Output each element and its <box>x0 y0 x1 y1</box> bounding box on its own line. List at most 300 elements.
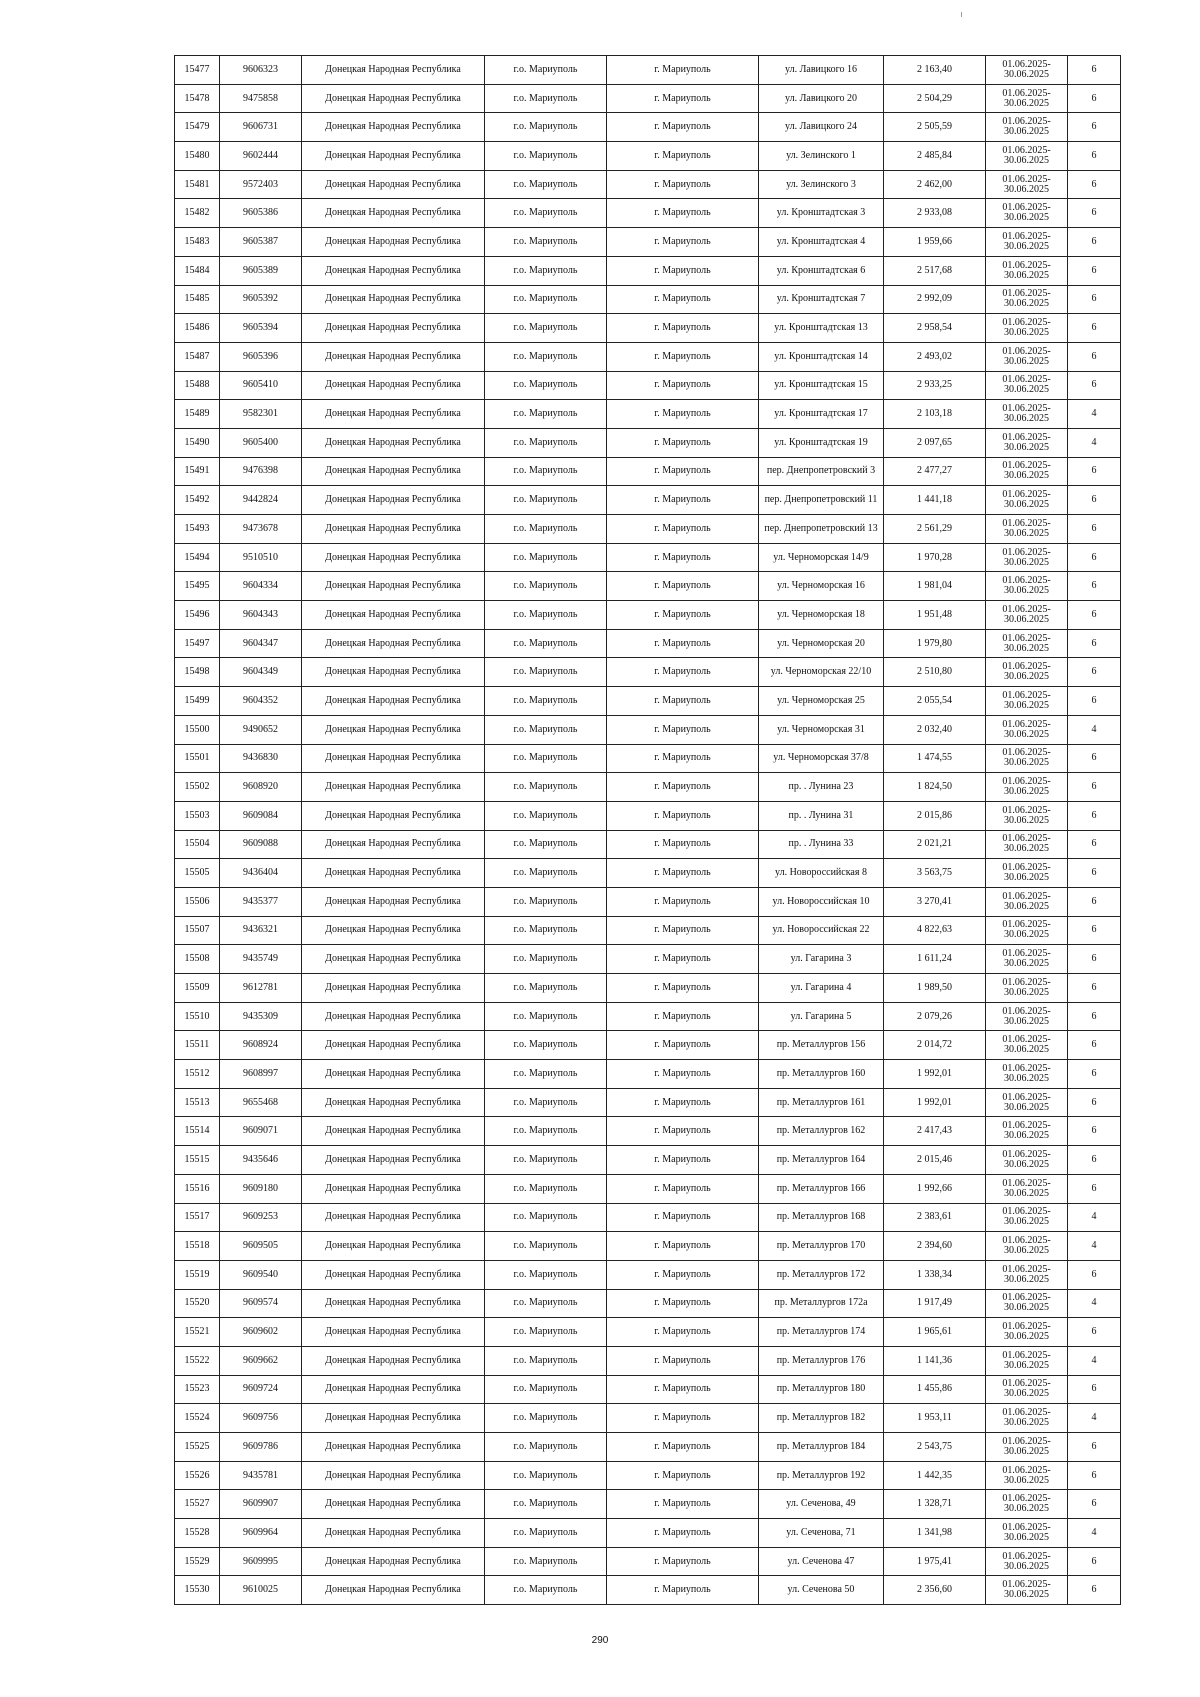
row-number: 15487 <box>175 342 220 371</box>
table-row <box>175 314 1121 343</box>
district-cell: г.о. Мариуполь <box>485 142 607 171</box>
address-cell: пр. Металлургов 182 <box>759 1404 884 1433</box>
city-cell: г. Мариуполь <box>607 1174 759 1203</box>
period-cell: 01.06.2025-30.06.2025 <box>986 1232 1068 1261</box>
value-cell: 6 <box>1068 572 1121 601</box>
table-row <box>175 113 1121 142</box>
area-cell: 1 970,28 <box>884 543 986 572</box>
city-cell: г. Мариуполь <box>607 285 759 314</box>
region-cell: Донецкая Народная Республика <box>302 84 485 113</box>
city-cell: г. Мариуполь <box>607 1146 759 1175</box>
table-row <box>175 1088 1121 1117</box>
row-number: 15527 <box>175 1490 220 1519</box>
address-cell: ул. Лавицкого 20 <box>759 84 884 113</box>
address-cell: ул. Черноморская 31 <box>759 715 884 744</box>
district-cell: г.о. Мариуполь <box>485 1060 607 1089</box>
area-cell: 1 959,66 <box>884 228 986 257</box>
object-code: 9609602 <box>220 1318 302 1347</box>
value-cell: 6 <box>1068 1031 1121 1060</box>
value-cell: 6 <box>1068 801 1121 830</box>
area-cell: 2 356,60 <box>884 1576 986 1605</box>
area-cell: 2 021,21 <box>884 830 986 859</box>
table-row <box>175 371 1121 400</box>
value-cell: 6 <box>1068 371 1121 400</box>
row-number: 15501 <box>175 744 220 773</box>
district-cell: г.о. Мариуполь <box>485 1461 607 1490</box>
object-code: 9605394 <box>220 314 302 343</box>
address-cell: пр. Металлургов 184 <box>759 1433 884 1462</box>
period-cell: 01.06.2025-30.06.2025 <box>986 1346 1068 1375</box>
address-cell: ул. Кронштадтская 13 <box>759 314 884 343</box>
value-cell: 6 <box>1068 773 1121 802</box>
district-cell: г.о. Мариуполь <box>485 170 607 199</box>
object-code: 9435749 <box>220 945 302 974</box>
city-cell: г. Мариуполь <box>607 715 759 744</box>
object-code: 9435309 <box>220 1002 302 1031</box>
city-cell: г. Мариуполь <box>607 830 759 859</box>
period-cell: 01.06.2025-30.06.2025 <box>986 1318 1068 1347</box>
area-cell: 1 981,04 <box>884 572 986 601</box>
area-cell: 2 504,29 <box>884 84 986 113</box>
row-number: 15513 <box>175 1088 220 1117</box>
region-cell: Донецкая Народная Республика <box>302 974 485 1003</box>
period-cell: 01.06.2025-30.06.2025 <box>986 428 1068 457</box>
district-cell: г.о. Мариуполь <box>485 486 607 515</box>
region-cell: Донецкая Народная Республика <box>302 1060 485 1089</box>
city-cell: г. Мариуполь <box>607 859 759 888</box>
area-cell: 2 462,00 <box>884 170 986 199</box>
address-cell: пр. . Лунина 31 <box>759 801 884 830</box>
period-cell: 01.06.2025-30.06.2025 <box>986 687 1068 716</box>
area-cell: 4 822,63 <box>884 916 986 945</box>
address-cell: ул. Зелинского 3 <box>759 170 884 199</box>
area-cell: 1 474,55 <box>884 744 986 773</box>
address-cell: ул. Черноморская 22/10 <box>759 658 884 687</box>
row-number: 15529 <box>175 1547 220 1576</box>
period-cell: 01.06.2025-30.06.2025 <box>986 1117 1068 1146</box>
period-cell: 01.06.2025-30.06.2025 <box>986 199 1068 228</box>
housing-table <box>174 55 1121 1605</box>
row-number: 15484 <box>175 256 220 285</box>
table-row <box>175 859 1121 888</box>
value-cell: 6 <box>1068 256 1121 285</box>
table-row <box>175 687 1121 716</box>
address-cell: ул. Сеченова, 49 <box>759 1490 884 1519</box>
object-code: 9609574 <box>220 1289 302 1318</box>
period-cell: 01.06.2025-30.06.2025 <box>986 1146 1068 1175</box>
city-cell: г. Мариуполь <box>607 629 759 658</box>
region-cell: Донецкая Народная Республика <box>302 199 485 228</box>
address-cell: пр. Металлургов 161 <box>759 1088 884 1117</box>
address-cell: пр. Металлургов 172а <box>759 1289 884 1318</box>
object-code: 9476398 <box>220 457 302 486</box>
region-cell: Донецкая Народная Республика <box>302 601 485 630</box>
row-number: 15492 <box>175 486 220 515</box>
address-cell: ул. Сеченова, 71 <box>759 1519 884 1548</box>
object-code: 9490652 <box>220 715 302 744</box>
area-cell: 1 824,50 <box>884 773 986 802</box>
object-code: 9436321 <box>220 916 302 945</box>
address-cell: пер. Днепропетровский 11 <box>759 486 884 515</box>
address-cell: ул. Новороссийская 8 <box>759 859 884 888</box>
area-cell: 2 015,46 <box>884 1146 986 1175</box>
district-cell: г.о. Мариуполь <box>485 859 607 888</box>
period-cell: 01.06.2025-30.06.2025 <box>986 1576 1068 1605</box>
row-number: 15517 <box>175 1203 220 1232</box>
period-cell: 01.06.2025-30.06.2025 <box>986 170 1068 199</box>
value-cell: 6 <box>1068 1576 1121 1605</box>
value-cell: 6 <box>1068 1260 1121 1289</box>
period-cell: 01.06.2025-30.06.2025 <box>986 1461 1068 1490</box>
area-cell: 2 493,02 <box>884 342 986 371</box>
address-cell: ул. Черноморская 20 <box>759 629 884 658</box>
district-cell: г.о. Мариуполь <box>485 629 607 658</box>
area-cell: 2 394,60 <box>884 1232 986 1261</box>
region-cell: Донецкая Народная Республика <box>302 457 485 486</box>
table-row <box>175 543 1121 572</box>
value-cell: 6 <box>1068 515 1121 544</box>
area-cell: 2 055,54 <box>884 687 986 716</box>
value-cell: 6 <box>1068 84 1121 113</box>
city-cell: г. Мариуполь <box>607 1547 759 1576</box>
area-cell: 1 328,71 <box>884 1490 986 1519</box>
table-row <box>175 1174 1121 1203</box>
period-cell: 01.06.2025-30.06.2025 <box>986 1174 1068 1203</box>
row-number: 15486 <box>175 314 220 343</box>
row-number: 15504 <box>175 830 220 859</box>
period-cell: 01.06.2025-30.06.2025 <box>986 1547 1068 1576</box>
object-code: 9605392 <box>220 285 302 314</box>
district-cell: г.о. Мариуполь <box>485 1002 607 1031</box>
object-code: 9604347 <box>220 629 302 658</box>
table-row <box>175 1375 1121 1404</box>
object-code: 9582301 <box>220 400 302 429</box>
region-cell: Донецкая Народная Республика <box>302 1232 485 1261</box>
row-number: 15491 <box>175 457 220 486</box>
row-number: 15489 <box>175 400 220 429</box>
area-cell: 2 103,18 <box>884 400 986 429</box>
table-row <box>175 1289 1121 1318</box>
corner-mark <box>961 12 962 17</box>
area-cell: 2 477,27 <box>884 457 986 486</box>
row-number: 15502 <box>175 773 220 802</box>
district-cell: г.о. Мариуполь <box>485 543 607 572</box>
row-number: 15505 <box>175 859 220 888</box>
district-cell: г.о. Мариуполь <box>485 601 607 630</box>
region-cell: Донецкая Народная Республика <box>302 629 485 658</box>
value-cell: 6 <box>1068 859 1121 888</box>
value-cell: 6 <box>1068 199 1121 228</box>
address-cell: ул. Кронштадтская 6 <box>759 256 884 285</box>
address-cell: ул. Сеченова 50 <box>759 1576 884 1605</box>
district-cell: г.о. Мариуполь <box>485 371 607 400</box>
district-cell: г.о. Мариуполь <box>485 56 607 85</box>
table-row <box>175 228 1121 257</box>
area-cell: 2 517,68 <box>884 256 986 285</box>
object-code: 9609724 <box>220 1375 302 1404</box>
region-cell: Донецкая Народная Республика <box>302 1404 485 1433</box>
area-cell: 1 455,86 <box>884 1375 986 1404</box>
value-cell: 6 <box>1068 228 1121 257</box>
object-code: 9604352 <box>220 687 302 716</box>
city-cell: г. Мариуполь <box>607 515 759 544</box>
row-number: 15485 <box>175 285 220 314</box>
value-cell: 4 <box>1068 1404 1121 1433</box>
object-code: 9609505 <box>220 1232 302 1261</box>
period-cell: 01.06.2025-30.06.2025 <box>986 84 1068 113</box>
table-row <box>175 801 1121 830</box>
table-row <box>175 572 1121 601</box>
value-cell: 4 <box>1068 1203 1121 1232</box>
region-cell: Донецкая Народная Республика <box>302 170 485 199</box>
region-cell: Донецкая Народная Республика <box>302 658 485 687</box>
period-cell: 01.06.2025-30.06.2025 <box>986 1433 1068 1462</box>
region-cell: Донецкая Народная Республика <box>302 1146 485 1175</box>
area-cell: 2 958,54 <box>884 314 986 343</box>
address-cell: ул. Гагарина 3 <box>759 945 884 974</box>
period-cell: 01.06.2025-30.06.2025 <box>986 629 1068 658</box>
object-code: 9609540 <box>220 1260 302 1289</box>
period-cell: 01.06.2025-30.06.2025 <box>986 1404 1068 1433</box>
district-cell: г.о. Мариуполь <box>485 84 607 113</box>
district-cell: г.о. Мариуполь <box>485 715 607 744</box>
district-cell: г.о. Мариуполь <box>485 1260 607 1289</box>
page-number: 290 <box>591 1635 609 1646</box>
address-cell: пр. Металлургов 156 <box>759 1031 884 1060</box>
district-cell: г.о. Мариуполь <box>485 1232 607 1261</box>
city-cell: г. Мариуполь <box>607 84 759 113</box>
object-code: 9609253 <box>220 1203 302 1232</box>
address-cell: ул. Черноморская 14/9 <box>759 543 884 572</box>
region-cell: Донецкая Народная Республика <box>302 1002 485 1031</box>
city-cell: г. Мариуполь <box>607 400 759 429</box>
city-cell: г. Мариуполь <box>607 543 759 572</box>
address-cell: ул. Кронштадтская 14 <box>759 342 884 371</box>
object-code: 9605387 <box>220 228 302 257</box>
address-cell: пр. Металлургов 192 <box>759 1461 884 1490</box>
row-number: 15500 <box>175 715 220 744</box>
row-number: 15478 <box>175 84 220 113</box>
table-row <box>175 916 1121 945</box>
table-row <box>175 84 1121 113</box>
object-code: 9609756 <box>220 1404 302 1433</box>
district-cell: г.о. Мариуполь <box>485 428 607 457</box>
district-cell: г.о. Мариуполь <box>485 572 607 601</box>
period-cell: 01.06.2025-30.06.2025 <box>986 113 1068 142</box>
value-cell: 6 <box>1068 1461 1121 1490</box>
object-code: 9604343 <box>220 601 302 630</box>
period-cell: 01.06.2025-30.06.2025 <box>986 1289 1068 1318</box>
value-cell: 6 <box>1068 56 1121 85</box>
region-cell: Донецкая Народная Республика <box>302 1289 485 1318</box>
object-code: 9604334 <box>220 572 302 601</box>
area-cell: 2 992,09 <box>884 285 986 314</box>
object-code: 9435781 <box>220 1461 302 1490</box>
period-cell: 01.06.2025-30.06.2025 <box>986 744 1068 773</box>
row-number: 15493 <box>175 515 220 544</box>
row-number: 15528 <box>175 1519 220 1548</box>
address-cell: ул. Кронштадтская 3 <box>759 199 884 228</box>
row-number: 15526 <box>175 1461 220 1490</box>
period-cell: 01.06.2025-30.06.2025 <box>986 256 1068 285</box>
region-cell: Донецкая Народная Республика <box>302 572 485 601</box>
region-cell: Донецкая Народная Республика <box>302 113 485 142</box>
city-cell: г. Мариуполь <box>607 1461 759 1490</box>
value-cell: 6 <box>1068 601 1121 630</box>
value-cell: 6 <box>1068 1547 1121 1576</box>
row-number: 15524 <box>175 1404 220 1433</box>
value-cell: 6 <box>1068 314 1121 343</box>
row-number: 15507 <box>175 916 220 945</box>
period-cell: 01.06.2025-30.06.2025 <box>986 285 1068 314</box>
object-code: 9604349 <box>220 658 302 687</box>
district-cell: г.о. Мариуполь <box>485 228 607 257</box>
city-cell: г. Мариуполь <box>607 801 759 830</box>
period-cell: 01.06.2025-30.06.2025 <box>986 314 1068 343</box>
address-cell: пр. Металлургов 166 <box>759 1174 884 1203</box>
object-code: 9436404 <box>220 859 302 888</box>
table-row <box>175 601 1121 630</box>
district-cell: г.о. Мариуполь <box>485 1375 607 1404</box>
city-cell: г. Мариуполь <box>607 1117 759 1146</box>
value-cell: 4 <box>1068 1519 1121 1548</box>
address-cell: пр. Металлургов 160 <box>759 1060 884 1089</box>
period-cell: 01.06.2025-30.06.2025 <box>986 1031 1068 1060</box>
district-cell: г.о. Мариуполь <box>485 1203 607 1232</box>
period-cell: 01.06.2025-30.06.2025 <box>986 371 1068 400</box>
period-cell: 01.06.2025-30.06.2025 <box>986 830 1068 859</box>
city-cell: г. Мариуполь <box>607 56 759 85</box>
value-cell: 6 <box>1068 1375 1121 1404</box>
table-row <box>175 1576 1121 1605</box>
row-number: 15488 <box>175 371 220 400</box>
value-cell: 6 <box>1068 113 1121 142</box>
address-cell: пр. Металлургов 180 <box>759 1375 884 1404</box>
area-cell: 1 965,61 <box>884 1318 986 1347</box>
district-cell: г.о. Мариуполь <box>485 773 607 802</box>
region-cell: Донецкая Народная Республика <box>302 1433 485 1462</box>
row-number: 15497 <box>175 629 220 658</box>
district-cell: г.о. Мариуполь <box>485 830 607 859</box>
city-cell: г. Мариуполь <box>607 228 759 257</box>
table-row <box>175 629 1121 658</box>
object-code: 9605410 <box>220 371 302 400</box>
period-cell: 01.06.2025-30.06.2025 <box>986 228 1068 257</box>
table-row <box>175 1117 1121 1146</box>
period-cell: 01.06.2025-30.06.2025 <box>986 543 1068 572</box>
object-code: 9510510 <box>220 543 302 572</box>
city-cell: г. Мариуполь <box>607 1576 759 1605</box>
district-cell: г.о. Мариуполь <box>485 744 607 773</box>
period-cell: 01.06.2025-30.06.2025 <box>986 601 1068 630</box>
period-cell: 01.06.2025-30.06.2025 <box>986 400 1068 429</box>
region-cell: Донецкая Народная Республика <box>302 400 485 429</box>
value-cell: 6 <box>1068 830 1121 859</box>
object-code: 9435377 <box>220 887 302 916</box>
period-cell: 01.06.2025-30.06.2025 <box>986 1375 1068 1404</box>
object-code: 9473678 <box>220 515 302 544</box>
address-cell: ул. Новороссийская 22 <box>759 916 884 945</box>
district-cell: г.о. Мариуполь <box>485 199 607 228</box>
city-cell: г. Мариуполь <box>607 428 759 457</box>
object-code: 9609071 <box>220 1117 302 1146</box>
table-row <box>175 1002 1121 1031</box>
address-cell: ул. Лавицкого 16 <box>759 56 884 85</box>
area-cell: 2 032,40 <box>884 715 986 744</box>
city-cell: г. Мариуполь <box>607 1404 759 1433</box>
district-cell: г.о. Мариуполь <box>485 1146 607 1175</box>
address-cell: пр. Металлургов 174 <box>759 1318 884 1347</box>
period-cell: 01.06.2025-30.06.2025 <box>986 486 1068 515</box>
object-code: 9655468 <box>220 1088 302 1117</box>
address-cell: ул. Черноморская 25 <box>759 687 884 716</box>
row-number: 15509 <box>175 974 220 1003</box>
city-cell: г. Мариуполь <box>607 486 759 515</box>
region-cell: Донецкая Народная Республика <box>302 687 485 716</box>
row-number: 15520 <box>175 1289 220 1318</box>
city-cell: г. Мариуполь <box>607 773 759 802</box>
city-cell: г. Мариуполь <box>607 1490 759 1519</box>
area-cell: 1 975,41 <box>884 1547 986 1576</box>
row-number: 15490 <box>175 428 220 457</box>
city-cell: г. Мариуполь <box>607 1002 759 1031</box>
period-cell: 01.06.2025-30.06.2025 <box>986 1060 1068 1089</box>
city-cell: г. Мариуполь <box>607 974 759 1003</box>
row-number: 15494 <box>175 543 220 572</box>
period-cell: 01.06.2025-30.06.2025 <box>986 916 1068 945</box>
region-cell: Донецкая Народная Республика <box>302 1117 485 1146</box>
row-number: 15503 <box>175 801 220 830</box>
value-cell: 6 <box>1068 486 1121 515</box>
district-cell: г.о. Мариуполь <box>485 1490 607 1519</box>
value-cell: 4 <box>1068 400 1121 429</box>
row-number: 15477 <box>175 56 220 85</box>
object-code: 9572403 <box>220 170 302 199</box>
area-cell: 3 563,75 <box>884 859 986 888</box>
row-number: 15515 <box>175 1146 220 1175</box>
address-cell: ул. Черноморская 16 <box>759 572 884 601</box>
area-cell: 1 953,11 <box>884 1404 986 1433</box>
region-cell: Донецкая Народная Республика <box>302 1375 485 1404</box>
address-cell: ул. Зелинского 1 <box>759 142 884 171</box>
value-cell: 6 <box>1068 285 1121 314</box>
row-number: 15530 <box>175 1576 220 1605</box>
table-row <box>175 715 1121 744</box>
value-cell: 6 <box>1068 744 1121 773</box>
address-cell: ул. Черноморская 18 <box>759 601 884 630</box>
table-row <box>175 457 1121 486</box>
region-cell: Донецкая Народная Республика <box>302 1461 485 1490</box>
object-code: 9605400 <box>220 428 302 457</box>
city-cell: г. Мариуполь <box>607 342 759 371</box>
table-row <box>175 1260 1121 1289</box>
row-number: 15511 <box>175 1031 220 1060</box>
table-row <box>175 170 1121 199</box>
table-row <box>175 56 1121 85</box>
address-cell: ул. Кронштадтская 4 <box>759 228 884 257</box>
period-cell: 01.06.2025-30.06.2025 <box>986 945 1068 974</box>
address-cell: ул. Сеченова 47 <box>759 1547 884 1576</box>
period-cell: 01.06.2025-30.06.2025 <box>986 1088 1068 1117</box>
value-cell: 4 <box>1068 428 1121 457</box>
value-cell: 6 <box>1068 1002 1121 1031</box>
city-cell: г. Мариуполь <box>607 314 759 343</box>
object-code: 9609088 <box>220 830 302 859</box>
city-cell: г. Мариуполь <box>607 1289 759 1318</box>
city-cell: г. Мариуполь <box>607 916 759 945</box>
region-cell: Донецкая Народная Республика <box>302 859 485 888</box>
period-cell: 01.06.2025-30.06.2025 <box>986 1260 1068 1289</box>
